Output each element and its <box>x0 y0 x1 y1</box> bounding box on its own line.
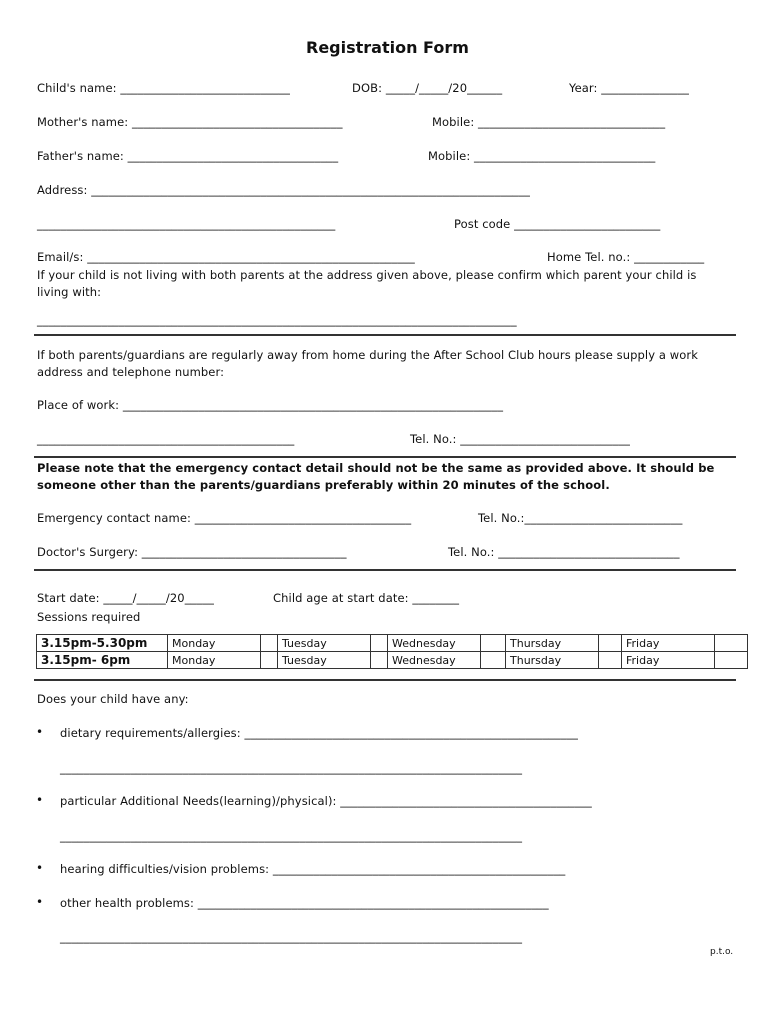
work-address-line[interactable]: ____________________________________________ <box>37 432 295 446</box>
address-field[interactable]: Address: ___________________________________________________________________________ <box>37 183 530 197</box>
session-checkbox[interactable] <box>481 652 506 669</box>
dietary-field[interactable]: dietary requirements/allergies: _________________________________________________________ <box>60 726 578 740</box>
section-divider <box>34 569 736 571</box>
session-checkbox[interactable] <box>261 652 278 669</box>
session-checkbox[interactable] <box>481 635 506 652</box>
dietary-extra-line[interactable]: _______________________________________________________________________________ <box>60 761 523 775</box>
session-checkbox[interactable] <box>371 652 388 669</box>
away-note: If both parents/guardians are regularly away from home during the After School Club hours please supply a work address and telephone number: <box>37 348 698 379</box>
session-day: Friday <box>622 652 715 669</box>
parent-living-line[interactable]: __________________________________________________________________________________ <box>37 313 517 327</box>
email-field[interactable]: Email/s: ________________________________________________________ <box>37 250 415 264</box>
bullet-icon: • <box>36 861 44 875</box>
session-time: 3.15pm-5.30pm <box>37 635 168 652</box>
start-age-field[interactable]: Child age at start date: ________ <box>273 591 460 605</box>
health-question: Does your child have any: <box>37 692 189 706</box>
session-day: Wednesday <box>388 635 481 652</box>
session-checkbox[interactable] <box>715 652 748 669</box>
additional-needs-field[interactable]: particular Additional Needs(learning)/physical): ___________________________________________ <box>60 794 592 808</box>
section-divider <box>34 456 736 458</box>
page-title: Registration Form <box>306 38 469 57</box>
mother-name-field[interactable]: Mother's name: ____________________________________ <box>37 115 343 129</box>
emergency-note: Please note that the emergency contact detail should not be the same as provided above. It should be someone other than the parents/guardians preferably within 20 minutes of the school. <box>37 461 715 492</box>
postcode-field[interactable]: Post code _________________________ <box>454 217 661 231</box>
session-checkbox[interactable] <box>599 635 622 652</box>
mother-mobile-field[interactable]: Mobile: ________________________________ <box>432 115 666 129</box>
section-divider <box>34 679 736 681</box>
session-day: Tuesday <box>278 652 371 669</box>
pto-label: p.t.o. <box>710 947 734 957</box>
section-divider <box>34 334 736 336</box>
year-field[interactable]: Year: _______________ <box>569 81 690 95</box>
home-tel-field[interactable]: Home Tel. no.: ____________ <box>547 250 705 264</box>
hearing-vision-field[interactable]: hearing difficulties/vision problems: __________________________________________________ <box>60 862 566 876</box>
session-row <box>37 635 748 652</box>
session-day: Tuesday <box>278 635 371 652</box>
work-tel-field[interactable]: Tel. No.: _____________________________ <box>410 432 630 446</box>
sessions-table <box>36 634 748 669</box>
session-day: Wednesday <box>388 652 481 669</box>
session-time: 3.15pm- 6pm <box>37 652 168 669</box>
father-name-field[interactable]: Father's name: ____________________________________ <box>37 149 339 163</box>
parent-living-note: If your child is not living with both parents at the address given above, please confirm which parent your child is living with: <box>37 268 697 299</box>
additional-needs-extra-line[interactable]: _______________________________________________________________________________ <box>60 829 523 843</box>
session-checkbox[interactable] <box>599 652 622 669</box>
session-row <box>37 652 748 669</box>
doctor-surgery-field[interactable]: Doctor's Surgery: ___________________________________ <box>37 545 347 559</box>
start-date-field[interactable]: Start date: _____/_____/20_____ <box>37 591 214 605</box>
session-day: Friday <box>622 635 715 652</box>
session-checkbox[interactable] <box>371 635 388 652</box>
address-line-2[interactable]: ___________________________________________________ <box>37 217 336 231</box>
place-of-work-field[interactable]: Place of work: _________________________________________________________________ <box>37 398 504 412</box>
child-name-field[interactable]: Child's name: _____________________________ <box>37 81 291 95</box>
bullet-icon: • <box>36 895 44 909</box>
emergency-tel-field[interactable]: Tel. No.:___________________________ <box>478 511 683 525</box>
session-day: Thursday <box>506 652 599 669</box>
emergency-contact-field[interactable]: Emergency contact name: _____________________________________ <box>37 511 412 525</box>
doctor-tel-field[interactable]: Tel. No.: _______________________________ <box>448 545 680 559</box>
bullet-icon: • <box>36 793 44 807</box>
other-health-extra-line[interactable]: _______________________________________________________________________________ <box>60 930 523 944</box>
bullet-icon: • <box>36 725 44 739</box>
other-health-field[interactable]: other health problems: ____________________________________________________________ <box>60 896 549 910</box>
session-checkbox[interactable] <box>261 635 278 652</box>
session-day: Monday <box>168 652 261 669</box>
session-checkbox[interactable] <box>715 635 748 652</box>
father-mobile-field[interactable]: Mobile: _______________________________ <box>428 149 656 163</box>
sessions-label: Sessions required <box>37 610 141 624</box>
session-day: Monday <box>168 635 261 652</box>
dob-field[interactable]: DOB: _____/_____/20______ <box>352 81 503 95</box>
session-day: Thursday <box>506 635 599 652</box>
